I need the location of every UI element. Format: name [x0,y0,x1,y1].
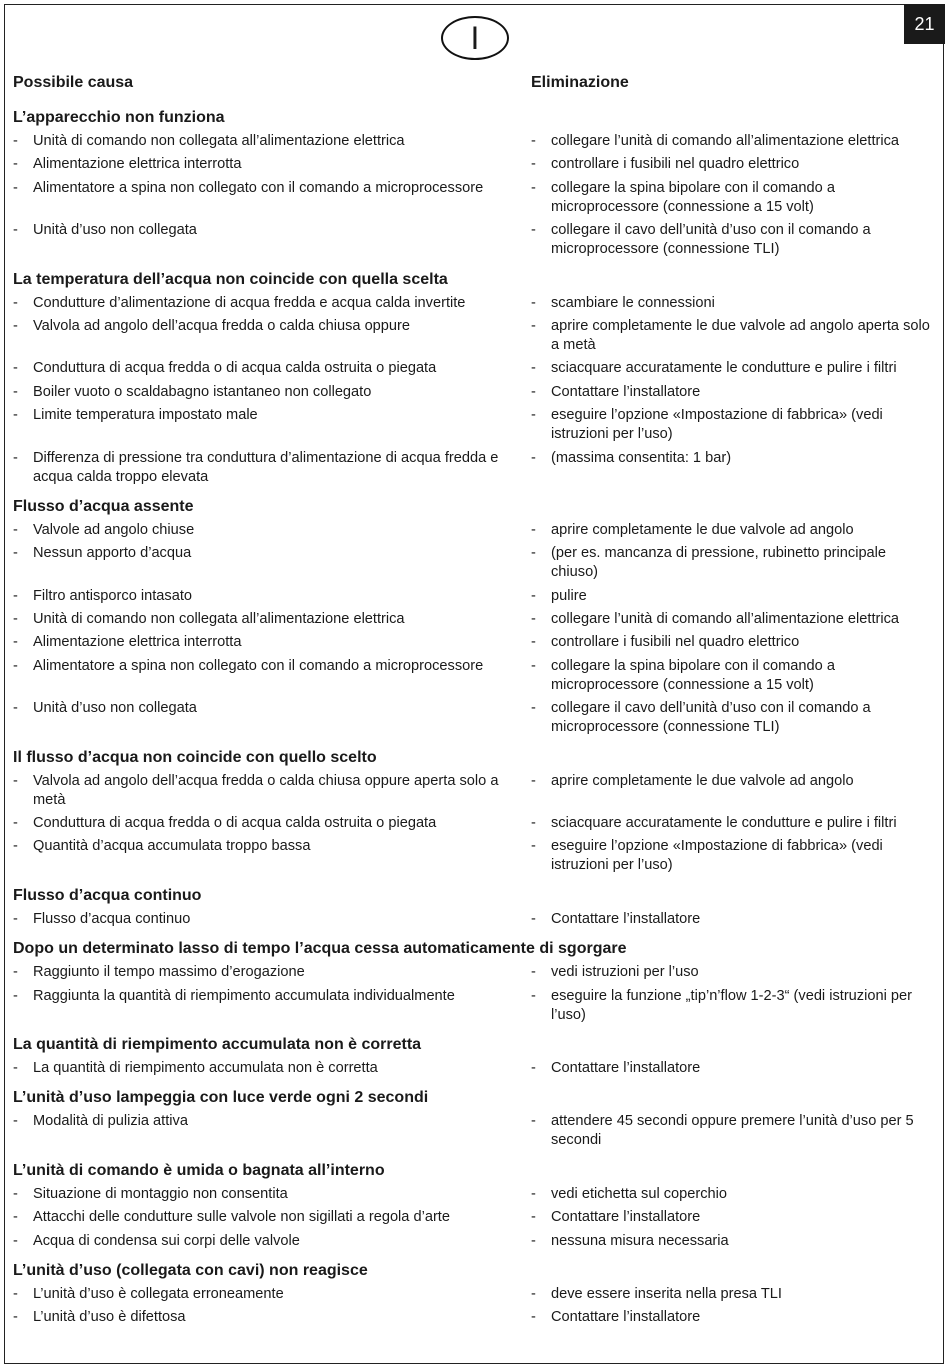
fix-cell [531,963,931,982]
bullet-dash: - [13,1309,18,1326]
cause-text: Unità di comando non collegata all’alimentazione elettrica [33,133,405,149]
bullet-dash: - [531,910,536,927]
cause-cell [13,1308,531,1327]
bullet-dash: - [13,1285,18,1302]
table-row [13,1112,931,1150]
bullet-dash: - [13,360,18,377]
bullet-dash: - [531,521,536,538]
bullet-dash: - [13,179,18,196]
bullet-dash: - [531,294,536,311]
section [13,497,931,748]
cause-cell [13,132,531,151]
cause-cell [13,1059,531,1078]
cause-text: Unità di comando non collegata all’alimentazione elettrica [33,611,405,628]
section-title: Il flusso d’acqua non coincide con quello scelto [13,748,377,766]
fix-cell [531,406,931,444]
fix-cell [531,1185,931,1204]
cause-cell [13,910,531,929]
table-row [13,1285,931,1304]
fix-text: deve essere inserita nella presa TLI [551,1285,782,1302]
cause-text: Limite temperatura impostato male [33,407,258,424]
fix-text: eseguire l’opzione «Impostazione di fabbrica» (vedi istruzioni per l’uso) [551,838,883,874]
fix-header: Eliminazione [531,74,629,91]
fix-text: eseguire la funzione „tip’n’flow 1-2-3“ (vedi istruzioni per l’uso) [551,987,912,1023]
bullet-dash: - [13,987,18,1004]
section-title: L’unità di comando è umida o bagnata all’interno [13,1161,385,1179]
bullet-dash: - [531,700,536,717]
bullet-dash: - [531,133,536,149]
cause-text: L’unità d’uso è collegata erroneamente [33,1285,284,1302]
table-row [13,772,931,810]
cause-cell [13,449,531,487]
cause-text: Raggiunto il tempo massimo d’erogazione [33,964,305,981]
bullet-dash: - [531,317,536,334]
cause-text: Boiler vuoto o scaldabagno istantaneo non collegato [33,383,372,400]
country-code-badge [441,16,509,60]
cause-text: Unità d’uso non collegata [33,222,197,239]
bullet-dash: - [531,545,536,562]
cause-cell [13,1185,531,1204]
cause-cell [13,587,531,606]
section [13,1088,931,1160]
bullet-dash: - [13,657,18,674]
table-row [13,449,931,487]
cause-cell [13,633,531,652]
section-title: Flusso d’acqua continuo [13,886,202,904]
bullet-dash: - [13,964,18,981]
section-title: L’unità d’uso (collegata con cavi) non reagisce [13,1261,368,1279]
cause-text: Alimentazione elettrica interrotta [33,156,242,173]
fix-text: Contattare l’installatore [551,1309,701,1326]
fix-cell [531,521,931,540]
bullet-dash: - [13,910,18,927]
cause-text: Acqua di condensa sui corpi delle valvole [33,1232,300,1249]
fix-cell [531,814,931,833]
table-row [13,359,931,378]
section [13,1261,931,1338]
cause-cell [13,610,531,629]
cause-cell [13,987,531,1025]
cause-cell [13,544,531,582]
table-row [13,987,931,1025]
bullet-dash: - [13,133,18,149]
cause-cell [13,699,531,737]
fix-text: aprire completamente le due valvole ad angolo [551,521,854,538]
fix-cell [531,772,931,810]
bullet-dash: - [13,294,18,311]
fix-cell [531,657,931,695]
fix-cell [531,1285,931,1304]
bullet-dash: - [531,772,536,789]
fix-cell [531,837,931,875]
bullet-dash: - [531,587,536,604]
bullet-dash: - [531,222,536,239]
cause-text: Alimentazione elettrica interrotta [33,634,242,651]
bullet-dash: - [531,657,536,674]
bullet-dash: - [13,317,18,334]
fix-text: controllare i fusibili nel quadro elettrico [551,156,800,173]
bullet-dash: - [13,156,18,173]
fix-cell [531,179,931,217]
section [13,1161,931,1261]
table-row [13,1059,931,1078]
bullet-dash: - [13,815,18,832]
cause-text: Nessun apporto d’acqua [33,545,192,562]
bullet-dash: - [531,1113,536,1130]
fix-cell [531,383,931,402]
table-row [13,317,931,355]
table-row [13,963,931,982]
fix-text: aprire completamente le due valvole ad angolo [551,772,854,789]
table-row [13,383,931,402]
fix-text: vedi istruzioni per l’uso [551,964,699,981]
fix-cell [531,317,931,355]
cause-text: La quantità di riempimento accumulata non è corretta [33,1059,378,1076]
fix-cell [531,359,931,378]
fix-text: collegare il cavo dell’unità d’uso con il comando a microprocessore (connessione TLI) [551,700,871,736]
fix-text: collegare l’unità di comando all’alimentazione elettrica [551,133,900,149]
table-row [13,814,931,833]
fix-text: collegare il cavo dell’unità d’uso con il comando a microprocessore (connessione TLI) [551,222,871,258]
cause-text: Raggiunta la quantità di riempimento accumulata individualmente [33,987,455,1004]
bullet-dash: - [13,407,18,424]
fix-cell [531,132,931,151]
cause-cell [13,406,531,444]
fix-text: eseguire l’opzione «Impostazione di fabbrica» (vedi istruzioni per l’uso) [551,407,883,443]
table-row [13,1308,931,1327]
page-number: 21 [904,4,945,44]
fix-text: collegare la spina bipolare con il comando a microprocessore (connessione a 15 volt) [551,657,835,693]
cause-header: Possibile causa [13,74,134,91]
cause-text: Situazione di montaggio non consentita [33,1185,288,1202]
cause-cell [13,359,531,378]
cause-cell [13,383,531,402]
fix-text: Contattare l’installatore [551,1209,701,1226]
bullet-dash: - [13,1059,18,1076]
cause-cell [13,221,531,259]
fix-cell [531,155,931,174]
cause-text: Alimentatore a spina non collegato con il comando a microprocessore [33,657,484,674]
fix-text: controllare i fusibili nel quadro elettrico [551,634,800,651]
bullet-dash: - [13,449,18,466]
bullet-dash: - [531,838,536,855]
bullet-dash: - [531,1059,536,1076]
cause-cell [13,963,531,982]
fix-text: pulire [551,587,587,604]
cause-cell [13,1285,531,1304]
bullet-dash: - [531,1309,536,1326]
table-row [13,294,931,313]
fix-cell [531,449,931,487]
section-title: Flusso d’acqua assente [13,497,194,515]
bullet-dash: - [531,1185,536,1202]
table-row [13,837,931,875]
table-row [13,699,931,737]
section [13,886,931,939]
bullet-dash: - [13,611,18,628]
bullet-dash: - [531,179,536,196]
fix-cell [531,1059,931,1078]
section-title: La temperatura dell’acqua non coincide con quella scelta [13,270,448,288]
bullet-dash: - [531,407,536,424]
fix-cell [531,910,931,929]
bullet-dash: - [531,611,536,628]
fix-text: collegare la spina bipolare con il comando a microprocessore (connessione a 15 volt) [551,179,835,215]
fix-text: scambiare le connessioni [551,294,715,311]
cause-text: Valvola ad angolo dell’acqua fredda o calda chiusa oppure aperta solo a metà [33,772,499,808]
section [13,748,931,886]
bullet-dash: - [531,987,536,1004]
cause-text: Unità d’uso non collegata [33,700,197,717]
fix-cell [531,1308,931,1327]
section-title: L’apparecchio non funziona [13,109,225,126]
fix-text: nessuna misura necessaria [551,1232,729,1249]
cause-text: Valvole ad angolo chiuse [33,521,195,538]
cause-cell [13,814,531,833]
bullet-dash: - [13,222,18,239]
bullet-dash: - [531,383,536,400]
bullet-dash: - [531,815,536,832]
cause-cell [13,657,531,695]
cause-text: Quantità d’acqua accumulata troppo bassa [33,838,311,855]
cause-cell [13,179,531,217]
fix-text: Contattare l’installatore [551,910,701,927]
fix-text: sciacquare accuratamente le condutture e pulire i filtri [551,360,897,377]
section-title: Dopo un determinato lasso di tempo l’acqua cessa automaticamente di sgorgare [13,940,627,958]
bullet-dash: - [13,634,18,651]
bullet-dash: - [13,772,18,789]
cause-text: Conduttura di acqua fredda o di acqua calda ostruita o piegata [33,360,437,377]
table-row [13,132,931,151]
fix-cell [531,1208,931,1227]
cause-text: Attacchi delle condutture sulle valvole non sigillati a regola d’arte [33,1209,450,1226]
cause-cell [13,317,531,355]
table-row [13,610,931,629]
bullet-dash: - [13,1185,18,1202]
bullet-dash: - [13,383,18,400]
cause-cell [13,521,531,540]
table-row [13,910,931,929]
table-row [13,221,931,259]
section-title: L’unità d’uso lampeggia con luce verde ogni 2 secondi [13,1089,429,1107]
bullet-dash: - [13,545,18,562]
fix-text: (massima consentita: 1 bar) [551,449,732,466]
cause-cell [13,294,531,313]
fix-text: aprire completamente le due valvole ad angolo aperta solo a metà [551,317,930,353]
cause-cell [13,772,531,810]
bullet-dash: - [13,1209,18,1226]
table-row [13,521,931,540]
bullet-dash: - [531,449,536,466]
table-row [13,1208,931,1227]
bullet-dash: - [531,1209,536,1226]
table-row [13,406,931,444]
table-row [13,587,931,606]
cause-text: Condutture d’alimentazione di acqua fredda e acqua calda invertite [33,294,466,311]
bullet-dash: - [531,964,536,981]
fix-text: Contattare l’installatore [551,383,701,400]
cause-text: Filtro antisporco intasato [33,587,192,604]
bullet-dash: - [13,587,18,604]
fix-cell [531,587,931,606]
table-row [13,657,931,695]
table-row [13,633,931,652]
bullet-dash: - [531,634,536,651]
fix-cell [531,987,931,1025]
country-code: I [470,20,480,56]
bullet-dash: - [531,1232,536,1249]
sections [13,108,931,1338]
bullet-dash: - [13,700,18,717]
bullet-dash: - [13,1113,18,1130]
bullet-dash: - [13,1232,18,1249]
cause-text: Modalità di pulizia attiva [33,1113,188,1130]
table-row [13,179,931,217]
table-row [13,544,931,582]
bullet-dash: - [13,521,18,538]
cause-text: Valvola ad angolo dell’acqua fredda o calda chiusa oppure [33,317,411,334]
fix-text: sciacquare accuratamente le condutture e pulire i filtri [551,815,897,832]
fix-text: Contattare l’installatore [551,1059,701,1076]
section [13,939,931,1035]
cause-cell [13,1112,531,1150]
table-row [13,1185,931,1204]
fix-cell [531,221,931,259]
cause-text: Flusso d’acqua continuo [33,910,191,927]
fix-cell [531,1112,931,1150]
cause-cell [13,1232,531,1251]
bullet-dash: - [531,360,536,377]
cause-text: Differenza di pressione tra conduttura d’alimentazione di acqua fredda e acqua calda troppo elevata [33,449,499,485]
bullet-dash: - [13,838,18,855]
section [13,1035,931,1088]
fix-cell [531,1232,931,1251]
table-row [13,1232,931,1251]
fix-text: collegare l’unità di comando all’alimentazione elettrica [551,611,900,628]
fix-text: (per es. mancanza di pressione, rubinetto principale chiuso) [551,545,887,581]
cause-cell [13,155,531,174]
fix-cell [531,610,931,629]
fix-cell [531,633,931,652]
column-headers [13,74,931,108]
section-title: La quantità di riempimento accumulata non è corretta [13,1035,422,1053]
fix-text: vedi etichetta sul coperchio [551,1185,728,1202]
section [13,270,931,497]
section [13,108,931,270]
section-gap [13,1332,931,1338]
fix-cell [531,544,931,582]
cause-text: Conduttura di acqua fredda o di acqua calda ostruita o piegata [33,815,437,832]
cause-cell [13,837,531,875]
troubleshooting-table [13,74,931,1338]
fix-cell [531,699,931,737]
bullet-dash: - [531,1285,536,1302]
cause-cell [13,1208,531,1227]
bullet-dash: - [531,156,536,173]
fix-text: attendere 45 secondi oppure premere l’unità d’uso per 5 secondi [551,1113,914,1149]
cause-text: L’unità d’uso è difettosa [33,1309,186,1326]
fix-cell [531,294,931,313]
cause-text: Alimentatore a spina non collegato con il comando a microprocessore [33,179,484,196]
table-row [13,155,931,174]
